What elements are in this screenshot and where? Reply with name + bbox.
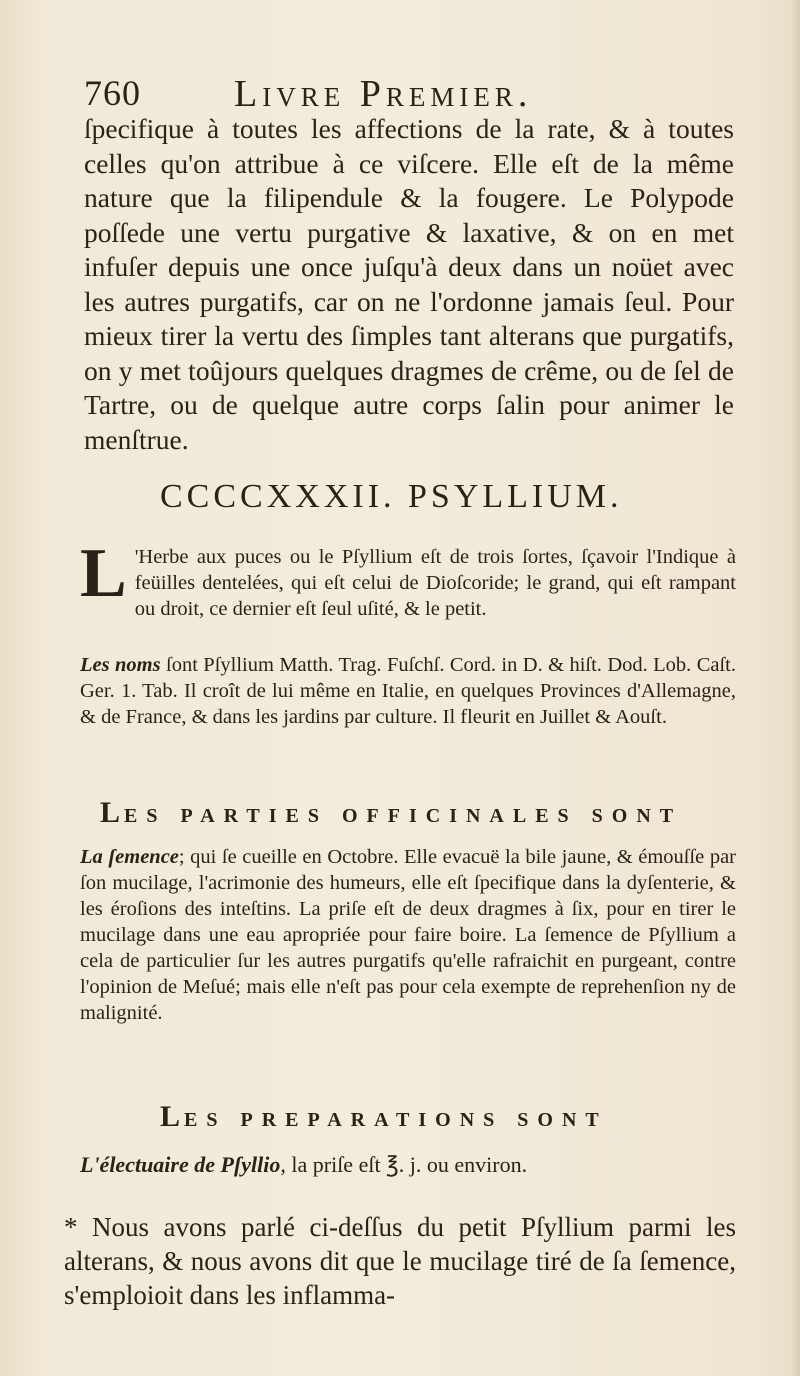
subhead-cap: L [160, 1100, 185, 1133]
running-head: Livre Premier. [234, 73, 533, 115]
electuaire-line [80, 1152, 736, 1178]
section-title: CCCCXXXII. PSYLLIUM. [160, 478, 623, 515]
subhead-parties-officinales [100, 796, 682, 830]
drop-cap: L [80, 535, 127, 612]
subhead-rest: ES PARTIES OFFICINALES SONT [124, 805, 683, 827]
page-edge [792, 0, 800, 1376]
electuaire-text: , la priſe eſt ℥. j. ou environ. [280, 1152, 528, 1177]
footnote-paragraph: * Nous avons parlé ci-deſſus du petit Pſyllium parmi les alterans, & nous avons dit que le mucilage tiré de ſa ſemence, s'emploioit dans les inflamma- [64, 1212, 736, 1310]
semence-text: ; qui ſe cueille en Octobre. Elle evacuë la bile jaune, & émouſſe par ſon mucilage, l'acrimonie des humeurs, elle eſt ſpecifique dans la dyſenterie, & les éroſions des inteſtins. La priſe eſt de deux dragmes à ſix, pour en tirer le mucilage dans une eau apropriée pour faire boire. La ſemence de Pſyllium a cela de particulier ſur les autres purgatifs qu'elle rafraichit en purgeant, contre l'opinion de Meſué; mais elle n'eſt pas pour cela exempte de reprehenſion ny de malignité. [80, 846, 737, 1024]
paragraph-polypode: ſpecifique à toutes les affections de la rate, & à toutes celles qu'on attribue à ce viſcere. Elle eſt de la même nature que la filipendule & la fougere. Le Polypode poſſede une vertu purgative & laxative, & on en met infuſer depuis une once juſqu'à deux dans un noüet avec les autres purgatifs, car on ne l'ordonne jamais ſeul. Pour mieux tirer la vertu des ſimples tant alterans que purgatifs, on y met toûjours quelques dragmes de crême, ou de ſel de Tartre, ou de quelque autre corps ſalin pour animer le menſtrue. [84, 113, 734, 455]
subhead-cap: L [100, 796, 125, 829]
entry-text: 'Herbe aux puces ou le Pſyllium eſt de trois ſortes, ſçavoir l'Indique à feüilles dentelées, qui eſt celui de Dioſcoride; le grand, qui eſt rampant ou droit, ce dernier eſt ſeul uſité, & le petit. [134, 546, 736, 620]
subhead-preparations [160, 1100, 608, 1134]
names-text: ſont Pſyllium Matth. Trag. Fuſchſ. Cord. in D. & hiſt. Dod. Lob. Caſt. Ger. 1. Tab. Il croît de lui même en Italie, en quelques Provinces d'Allemagne, & de France, & dans les jardins par culture. Il fleurit en Juillet & Aouſt. [80, 654, 736, 728]
semence-paragraph [80, 844, 736, 1026]
names-paragraph [80, 652, 736, 730]
subhead-rest: ES PREPARATIONS SONT [184, 1109, 608, 1131]
page-number: 760 [84, 73, 141, 113]
electuaire-lead: L'électuaire de Pſyllio [80, 1152, 281, 1177]
semence-lead: La ſemence [80, 846, 179, 868]
names-lead: Les noms [80, 654, 161, 676]
entry-paragraph [80, 535, 736, 622]
